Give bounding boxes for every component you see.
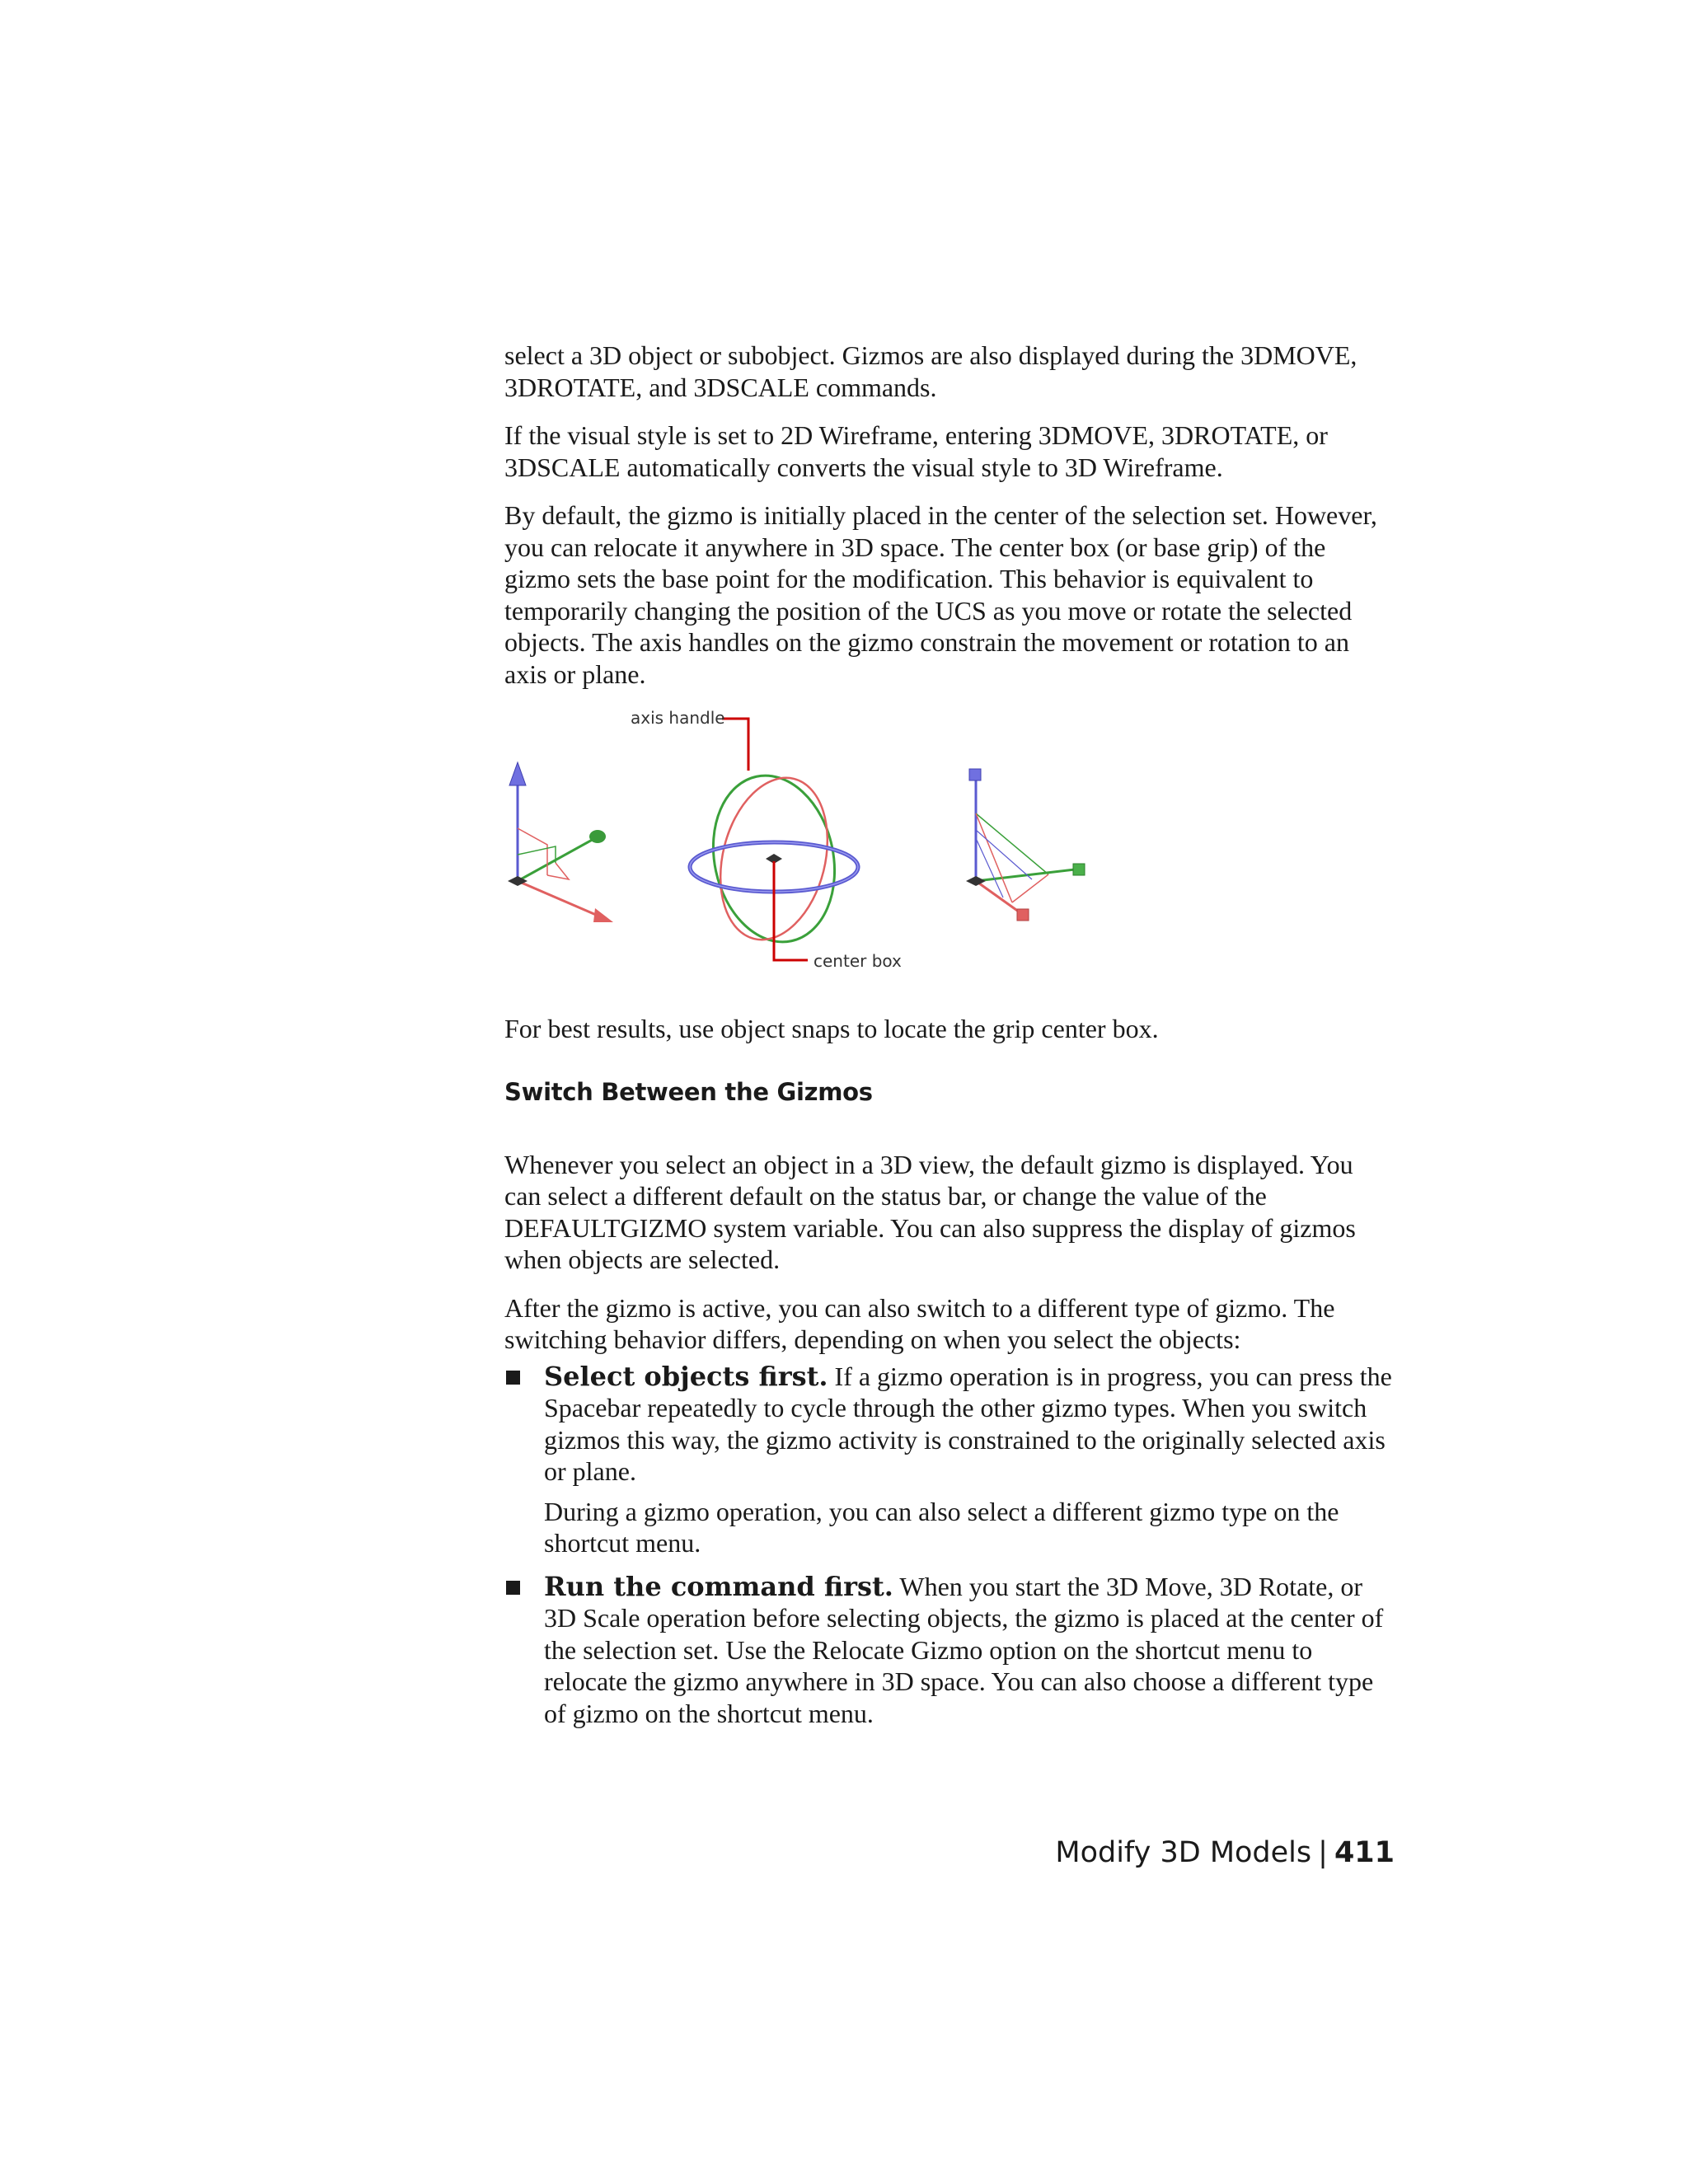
list-item xyxy=(504,1571,1395,1730)
page-content xyxy=(504,340,1395,1741)
scale-gizmo xyxy=(966,769,1085,921)
axis-handle-label: axis handle xyxy=(631,708,725,728)
bullet-title: Select objects first. xyxy=(544,1360,828,1392)
page-number: 411 xyxy=(1334,1836,1395,1869)
bullet-list xyxy=(504,1361,1395,1730)
bullet-square-icon xyxy=(506,1581,520,1595)
center-box-label: center box xyxy=(814,951,902,971)
section-heading: Switch Between the Gizmos xyxy=(504,1077,873,1106)
paragraph-default-gizmo: Whenever you select an object in a 3D view, the default gizmo is displayed. You can select a different default on the status bar, or change the value of the DEFAULTGIZMO system variable. You can also suppress the display of gizmos when objects are selected. xyxy=(504,1149,1356,1274)
paragraph-visual-style: If the visual style is set to 2D Wireframe, entering 3DMOVE, 3DROTATE, or 3DSCALE automatically converts the visual style to 3D Wireframe. xyxy=(504,420,1328,482)
gizmo-illustration xyxy=(504,706,1131,978)
bullet-text: If a gizmo operation is in progress, you can press the Spacebar repeatedly to cycle through the other gizmo types. When you switch gizmos this way, the gizmo activity is constrained to the originally selected axis or plane. xyxy=(544,1361,1392,1486)
list-item xyxy=(504,1361,1395,1559)
move-gizmo xyxy=(508,762,613,922)
bullet-title: Run the command first. xyxy=(544,1570,893,1602)
paragraph-gizmo-commands: select a 3D object or subobject. Gizmos are also displayed during the 3DMOVE, 3DROTATE, and 3DSCALE commands. xyxy=(504,340,1357,402)
footer-section-title: Modify 3D Models xyxy=(1055,1836,1312,1869)
bullet-subparagraph: During a gizmo operation, you can also select a different gizmo type on the shortcut menu. xyxy=(544,1496,1339,1558)
paragraph-switching: After the gizmo is active, you can also switch to a different type of gizmo. The switching behavior differs, depending on when you select the objects: xyxy=(504,1292,1335,1354)
bullet-square-icon xyxy=(506,1371,520,1385)
footer-separator: | xyxy=(1318,1836,1328,1869)
page-footer xyxy=(989,1836,1395,1869)
paragraph-default-placement: By default, the gizmo is initially placed in the center of the selection set. However, you can relocate it anywhere in 3D space. The center box (or base grip) of the gizmo sets the base point for the modification. This behavior is equivalent to temporarily changing the position of the UCS as you move or rotate the selected objects. The axis handles on the gizmo constrain the movement or rotation to an axis or plane. xyxy=(504,500,1377,689)
bullet-text: When you start the 3D Move, 3D Rotate, or 3D Scale operation before selecting objects, the gizmo is placed at the center of the selection set. Use the Relocate Gizmo option on the shortcut menu to relocate the gizmo anywhere in 3D space. You can also choose a different type of gizmo on the shortcut menu. xyxy=(544,1571,1384,1728)
paragraph-object-snaps: For best results, use object snaps to locate the grip center box. xyxy=(504,1014,1159,1043)
gizmo-figure xyxy=(504,706,1395,978)
